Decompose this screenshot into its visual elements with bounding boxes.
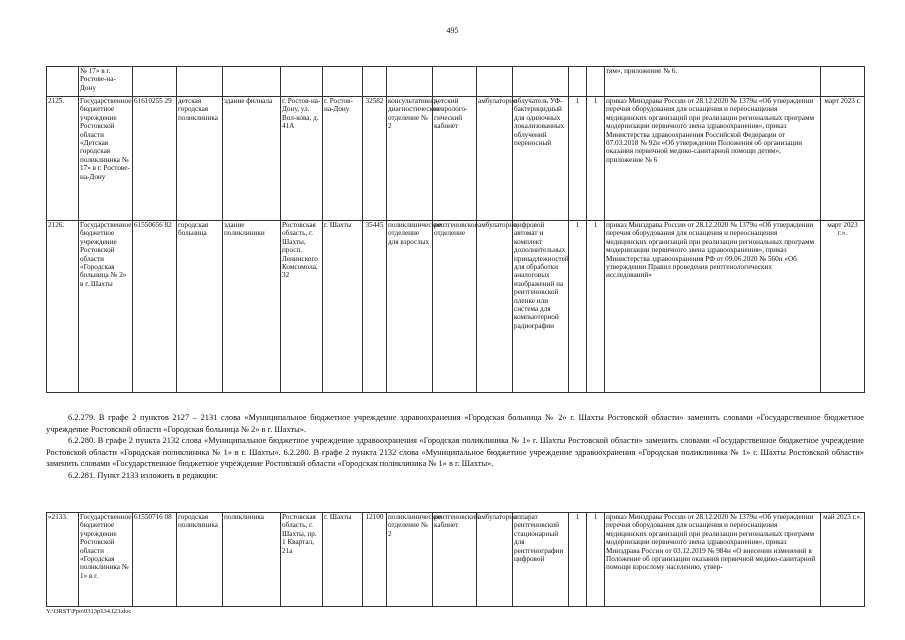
table-cell: г. Ростов-на-Дону, ул. Вол-кова, д. 41А [281, 97, 323, 221]
table-cell: детская городская поликлиника [177, 97, 223, 221]
table-cell: № 17» в г. Ростове-на-Дону [79, 67, 133, 97]
table-cell: детский невролого-гический кабинет [433, 97, 477, 221]
table-cell [223, 67, 281, 97]
table-cell: амбулаторно [477, 97, 513, 221]
table-cell: 1 [569, 221, 587, 393]
table-cell: 1 [569, 97, 587, 221]
table-cell: 1 [587, 221, 605, 393]
table-cell: приказ Минздрава России от 28.12.2020 № 1379н «Об утверждении перечня оборудования для оснащения и переоснащения медицинских организаций при реализации региональных программ модернизации первичного звена здравоохранения», приказ Минздрава России от 03.12.2019 № 984н «О внесении изменений в Положение об организации оказания первичной медико-санитарной помощи взрослому населению, утвер- [605, 513, 821, 607]
table-cell: 2126. [47, 221, 79, 393]
table-cell [433, 67, 477, 97]
table-cell: Государственное бюджетное учреждение Ростовской области «Городская больница № 2» в г. Шахты [79, 221, 133, 393]
table-cell: поликлиническое отделение для взрослых [387, 221, 433, 393]
table-row [47, 67, 865, 97]
table-cell [569, 67, 587, 97]
document-path-footer: Y:\ORST\Ppo\0313p134.f23.doc [46, 608, 132, 615]
table-cell: 2125. [47, 97, 79, 221]
table-cell: аппарат рентгеновский стационарный для рентгенографии цифровой [513, 513, 569, 607]
table-cell [363, 67, 387, 97]
table-row [47, 97, 865, 221]
table-cell [47, 67, 79, 97]
table-cell: городская больница [177, 221, 223, 393]
table-cell: март 2023 г. [821, 97, 865, 221]
table-row [47, 513, 865, 607]
table-cell [477, 67, 513, 97]
table-cell: 1 [587, 97, 605, 221]
table-cell: амбулаторно [477, 221, 513, 393]
table-cell: амбулаторно [477, 513, 513, 607]
table-cell: приказ Минздрава России от 28.12.2020 № 1379н «Об утверждении перечня оборудования для оснащения и переоснащения медицинских организаций при реализации региональных программ модернизации первичного звена здравоохранения», приказ Министерства здравоохранения РФ от 09.06.2020 № 560н «Об утверждении Правил проведения рентгенологических исследований» [605, 221, 821, 393]
table-cell: поликлиническое отделение № 2 [387, 513, 433, 607]
table-cell: облучатель УФ-бактерицидный для одиночных локализованных облучений переносный [513, 97, 569, 221]
table-cell: 61610255 29 [133, 97, 177, 221]
table-cell: поликлиника [223, 513, 281, 607]
table-cell [513, 67, 569, 97]
table-cell: 32582 [363, 97, 387, 221]
table-cell: здание поликлиники [223, 221, 281, 393]
table-cell: цифровой автомат и комплект дополнительных принадлежностей для обработки аналоговых изображений на рентгеновской пленке или система для компьютерной радиографии [513, 221, 569, 393]
table-cell: май 2023 г.». [821, 513, 865, 607]
table-cell: Государственное бюджетное учреждение Ростовской области «Детская городская поликлиника № 17» в г. Ростове-на-Дону [79, 97, 133, 221]
table-cell: март 2023 г.». [821, 221, 865, 393]
table-cell: здание филиала [223, 97, 281, 221]
table-cell [821, 67, 865, 97]
table-cell: 1 [569, 513, 587, 607]
amendment-paragraphs [46, 412, 864, 481]
table-cell: г. Шахты [323, 221, 363, 393]
table-cell: 35445 [363, 221, 387, 393]
table-cell: г. Ростов-на-Дону [323, 97, 363, 221]
table-row [47, 221, 865, 393]
table-cell: 61550716 08 [133, 513, 177, 607]
table-cell: «2133. [47, 513, 79, 607]
table-cell [133, 67, 177, 97]
table-cell: городская поликлиника [177, 513, 223, 607]
paragraph-6-2-279: 6.2.279. В графе 2 пунктов 2127 – 2131 слова «Муниципальное бюджетное учреждение здравоохранения «Городская больница № 2» г. Шахты Ростовской области» заменить словами «Государственное бюджетное учреждение Ростовской области «Городская больница № 2» в г. Шахты». [46, 413, 864, 434]
paragraph-6-2-281: 6.2.281. Пункт 2133 изложить в редакции: [68, 470, 219, 480]
table-cell: приказ Минздрава России от 28.12.2020 № 1379н «Об утверждении перечня оборудования для оснащения и переоснащения медицинских организаций при реализации региональных программ модернизации первичного звена здравоохранения», приказ Министерства здравоохранения Российской Федерации от 07.03.2018 № 92н «Об утверждении Положения об организации оказания первичной медико-санитарной помощи детям», приложение № 6 [605, 97, 821, 221]
table-cell [323, 67, 363, 97]
table-cell: г. Шахты [323, 513, 363, 607]
table-cell: Ростовская область, г. Шахты, просп. Ленинского Комсомола, 32 [281, 221, 323, 393]
page-number: 495 [446, 26, 459, 35]
table-cell [587, 67, 605, 97]
table-cell: консультативно-диагностическое отделение № 2 [387, 97, 433, 221]
equipment-table-bottom [46, 512, 865, 607]
table-cell: рентгеновский кабинет [433, 513, 477, 607]
table-cell [387, 67, 433, 97]
table-cell: рентгеновское отделение [433, 221, 477, 393]
table-cell [177, 67, 223, 97]
paragraph-6-2-280: 6.2.280. В графе 2 пункта 2132 слова «Муниципальное бюджетное учреждение здравоохранения «Городская поликлиника № 1» г. Шахты Ростовской области» заменить словами «Государственное бюджетное учреждение Ростовской области «Городская поликлиника № 1» в г. Шахты». 6.2.280. В графе 2 пункта 2132 слова «Муниципальное бюджетное учреждение здравоохранения «Городская поликлиника № 1» г. Шахты Ростовской области» заменить словами «Государственное бюджетное учреждение Ростовской области «Городская поликлиника № 1» в г. Шахты». [46, 436, 864, 468]
table-cell [281, 67, 323, 97]
table-cell: тям», приложение № 6. [605, 67, 821, 97]
table-cell: 12100 [363, 513, 387, 607]
table-cell: 1 [587, 513, 605, 607]
table-cell: Ростовская область, г. Шахты, пр. 1 Квартал, 21а [281, 513, 323, 607]
equipment-table-top [46, 66, 865, 393]
table-cell: 61550656 82 [133, 221, 177, 393]
table-cell: Государственное бюджетное учреждение Ростовской области «Городская поликлиника № 1» в г. [79, 513, 133, 607]
